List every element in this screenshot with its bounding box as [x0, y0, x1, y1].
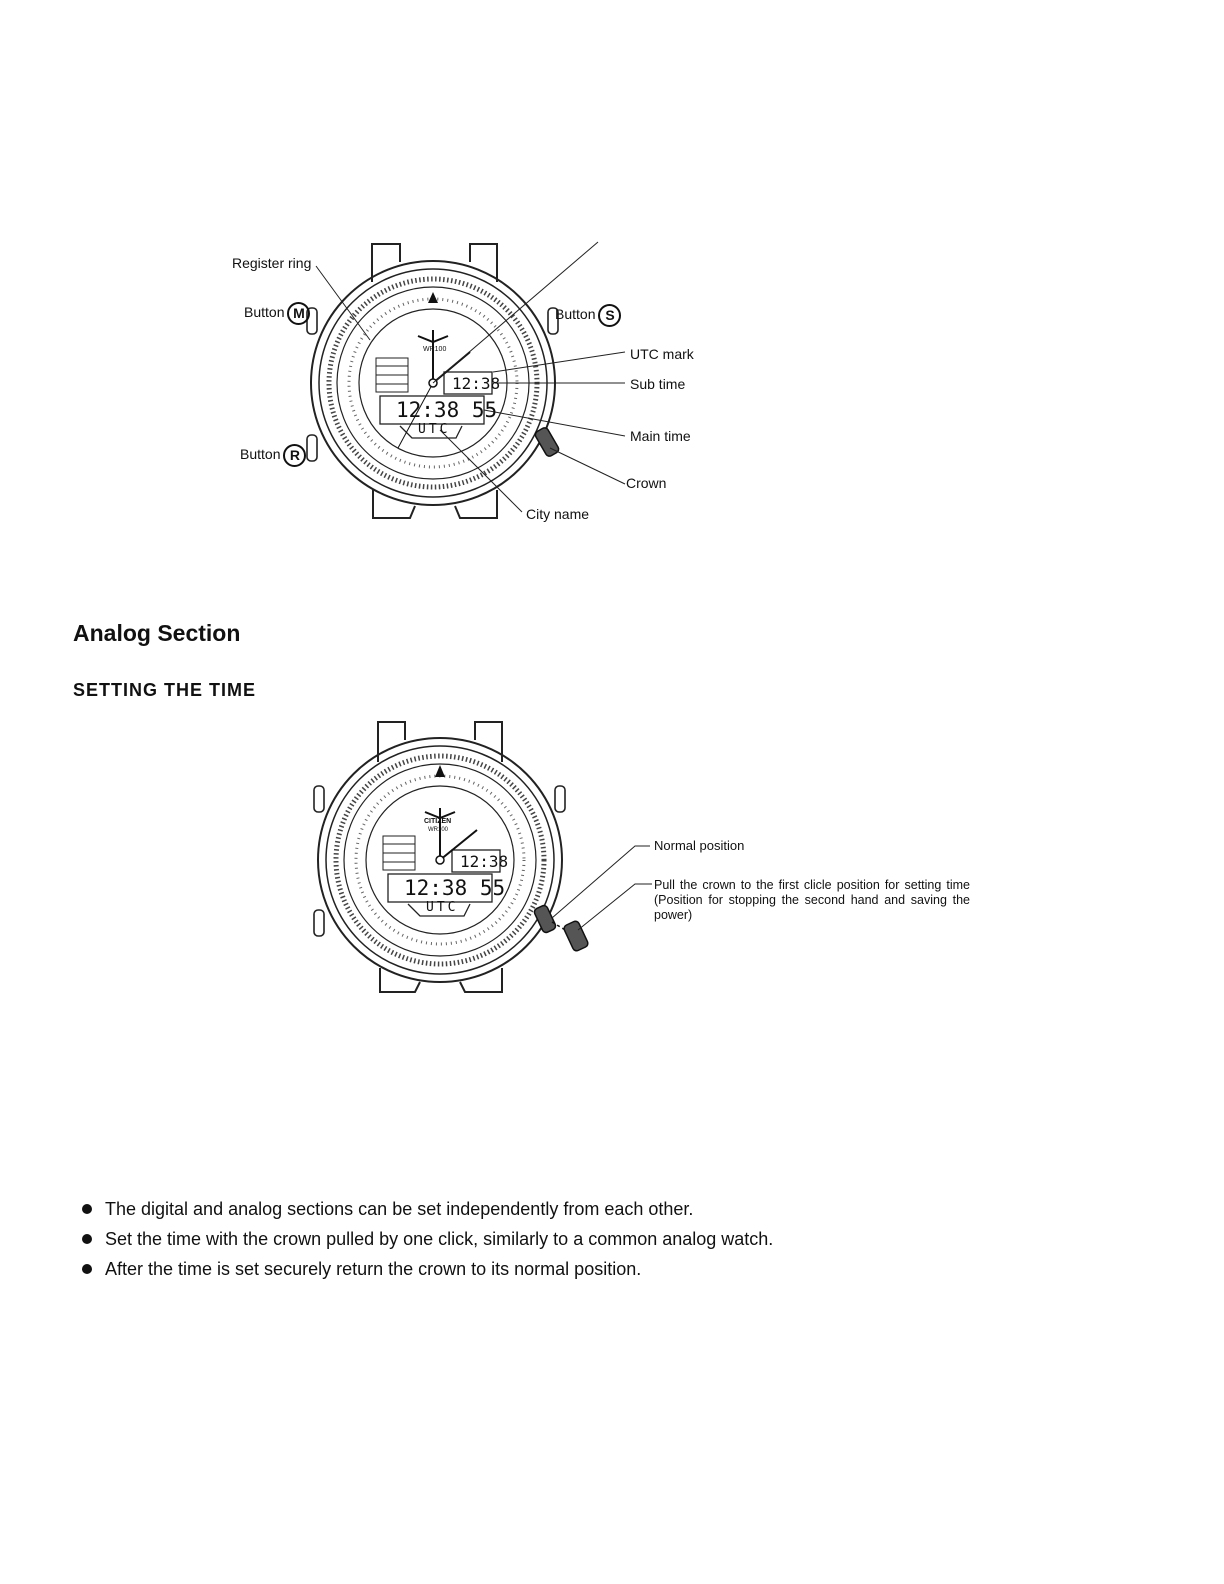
sub-time-display: 12:38: [452, 374, 501, 393]
model-label-2: WR100: [428, 827, 449, 833]
city-display-2: UTC: [426, 900, 459, 915]
sub-time-display-2: 12:38: [460, 852, 509, 871]
bullet-icon: [82, 1264, 92, 1274]
button-r-icon: R: [283, 444, 306, 467]
normal-position-label: Normal position: [654, 838, 745, 853]
list-item: Set the time with the crown pulled by one click, similarly to a common analog watch.: [80, 1224, 1080, 1254]
main-time-display-2: 12:38 55: [404, 876, 506, 900]
bullet-icon: [82, 1234, 92, 1244]
city-name-label: City name: [526, 506, 590, 522]
section-subtitle: SETTING THE TIME: [73, 680, 257, 700]
crown-label: Crown: [626, 475, 667, 491]
button-r-label: Button R: [240, 444, 306, 467]
button-m-icon: M: [287, 302, 310, 325]
sub-time-label: Sub time: [630, 376, 686, 392]
city-display: UTC: [418, 422, 451, 437]
pull-crown-note: Pull the crown to the first clicle position for setting time (Position for stopping the second hand and saving the power): [654, 878, 970, 922]
utc-mark-label: UTC mark: [630, 346, 694, 362]
section-title: Analog Section: [73, 620, 241, 646]
brand-label: WR100: [423, 346, 447, 353]
register-ring-label: Register ring: [232, 255, 312, 271]
brand-label-2: CITIZEN: [424, 818, 452, 825]
button-s-label: Button S: [555, 304, 621, 327]
list-item: After the time is set securely return the crown to its normal position.: [80, 1254, 1080, 1284]
main-time-label: Main time: [630, 428, 691, 444]
button-s-icon: S: [598, 304, 621, 327]
main-time-display: 12:38 55: [396, 398, 498, 422]
bullet-icon: [82, 1204, 92, 1214]
list-item: The digital and analog sections can be set independently from each other.: [80, 1194, 1080, 1224]
button-m-label: Button M: [244, 302, 310, 325]
instruction-list: [80, 1194, 1080, 1284]
